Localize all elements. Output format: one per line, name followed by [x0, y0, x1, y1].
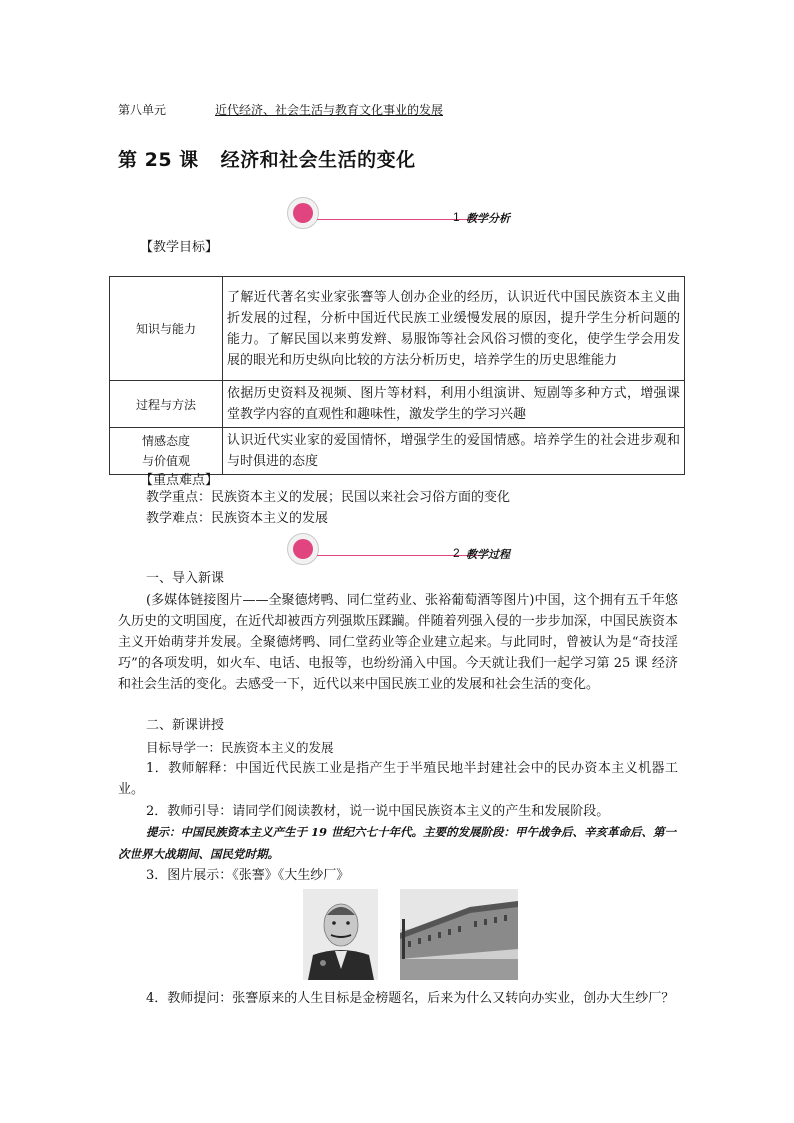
goal-category-line: 与价值观 [141, 454, 190, 468]
zhang-jian-portrait-image [303, 889, 378, 980]
objective-heading: 目标导学一：民族资本主义的发展 [146, 740, 334, 755]
section-number: 2 [453, 546, 460, 560]
hint-text: 提示：中国民族资本主义产生于 19 世纪六七十年代。主要的发展阶段：甲午战争后、辛亥革命后、第一次世界大战期间、国民党时期。 [118, 825, 677, 861]
section-circle-icon [287, 197, 319, 229]
section-banner-analysis [287, 197, 547, 229]
unit-label: 第八单元 [118, 103, 167, 117]
table-row [110, 428, 685, 475]
item-question: 4．教师提问：张謇原来的人生目标是金榜题名，后来为什么又转向办实业，创办大生纱厂？ [146, 991, 675, 1006]
section-label: 教学过程 [466, 548, 510, 561]
item-explain: 1．教师解释：中国近代民族工业是指产生于半殖民地半封建社会中的民办资本主义机器工业。 [118, 761, 678, 797]
goal-category [110, 428, 223, 475]
section-circle-icon [287, 533, 319, 565]
lesson-name: 经济和社会生活的变化 [220, 149, 416, 171]
goal-category: 过程与方法 [110, 381, 223, 428]
item-guide: 2．教师引导：请同学们阅读教材，说一说中国民族资本主义的产生和发展阶段。 [146, 804, 610, 819]
intro-paragraph: (多媒体链接图片——全聚德烤鸭、同仁堂药业、张裕葡萄酒等图片)中国，这个拥有五千年悠久历史的文明国度，在近代却被西方列强欺压蹂躏。伴随着列强入侵的一步步加深，中国民族资本主义开始萌芽并发展。全聚德烤鸭、同仁堂药业等企业建立起来。与此同时，曾被认为是“奇技淫巧”的各项发明，如火车、电话、电报等，也纷纷涌入中国。今天就让我们一起学习第 25 课 经济和社会生活的变化。去感受一下，近代以来中国民族工业的发展和社会生活的变化。 [118, 593, 678, 692]
lesson-title [118, 145, 416, 172]
teaching-difficulty: 教学难点：民族资本主义的发展 [146, 511, 329, 526]
section-label: 教学分析 [466, 212, 510, 225]
intro-heading: 一、导入新课 [146, 571, 225, 586]
section-number: 1 [453, 210, 460, 224]
goal-category-line: 情感态度 [141, 434, 190, 448]
goal-content: 了解近代著名实业家张謇等人创办企业的经历，认识近代中国民族资本主义曲折发展的过程，分析中国近代民族工业缓慢发展的原因，提升学生分析问题的能力。了解民国以来剪发辫、易服饰等社会风俗习惯的变化，使学生学会用发展的眼光和历史纵向比较的方法分析历史，培养学生的历史思维能力 [223, 277, 685, 381]
unit-title: 近代经济、社会生活与教育文化事业的发展 [215, 103, 444, 117]
goal-content: 认识近代实业家的爱国情怀，增强学生的爱国情感。培养学生的社会进步观和与时俱进的态度 [223, 428, 685, 475]
keypoints-heading: 【重点难点】 [140, 473, 219, 488]
teaching-focus: 教学重点：民族资本主义的发展；民国以来社会习俗方面的变化 [146, 490, 511, 505]
dasheng-mill-image [400, 889, 518, 980]
section-banner-process [287, 533, 547, 565]
goals-heading: 【教学目标】 [140, 240, 219, 255]
goal-content: 依据历史资料及视频、图片等材料，利用小组演讲、短剧等多种方式，增强课堂教学内容的直观性和趣味性，激发学生的学习兴趣 [223, 381, 685, 428]
goal-category: 知识与能力 [110, 277, 223, 381]
item-pictures: 3．图片展示：《张謇》《大生纱厂》 [146, 868, 350, 883]
goals-table [109, 276, 685, 475]
table-row [110, 277, 685, 381]
lesson-number: 第 25 课 [118, 149, 199, 171]
table-row [110, 381, 685, 428]
new-lesson-heading: 二、新课讲授 [146, 718, 225, 733]
